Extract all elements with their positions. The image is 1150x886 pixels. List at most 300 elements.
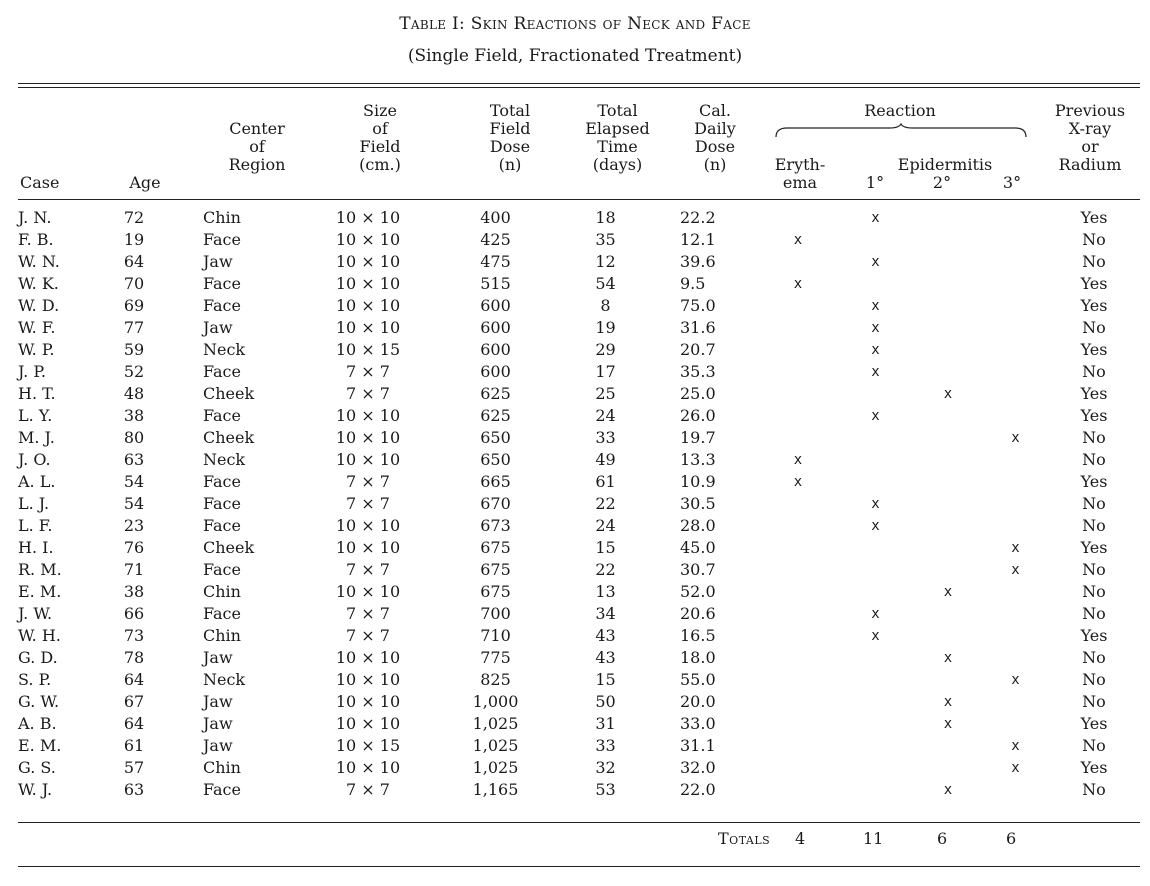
table-row [18, 493, 1140, 515]
cell-dose: 1,025 [472, 736, 519, 755]
cell-time: 24 [595, 516, 616, 535]
cell-dose: 650 [480, 450, 511, 469]
cell-previous: No [1082, 692, 1106, 711]
table-row [18, 735, 1140, 757]
table-subtitle: (Single Field, Fractionated Treatment) [407, 46, 743, 66]
cell-previous: No [1082, 560, 1106, 579]
cell-region: Jaw [203, 736, 233, 755]
cell-region: Face [203, 780, 241, 799]
cell-size: 10 × 15 [335, 736, 401, 755]
cell-case: E. M. [18, 582, 62, 601]
cell-time: 50 [595, 692, 616, 711]
cell-deg2: x [943, 584, 953, 600]
header-reaction [775, 102, 1025, 120]
cell-deg3 [983, 405, 1048, 427]
cell-daily: 9.5 [680, 274, 706, 293]
cell-size: 10 × 10 [335, 296, 401, 315]
cell-dose: 675 [480, 560, 511, 579]
cell-time: 31 [595, 714, 616, 733]
cell-deg2 [913, 625, 983, 647]
cell-case: G. D. [18, 648, 58, 667]
cell-region: Neck [203, 670, 246, 689]
table-row [18, 779, 1140, 801]
cell-size: 10 × 10 [335, 582, 401, 601]
cell-previous: No [1082, 582, 1106, 601]
cell-time: 8 [600, 296, 611, 315]
cell-region: Jaw [203, 692, 233, 711]
cell-dose: 1,165 [472, 780, 519, 799]
cell-previous: Yes [1080, 208, 1108, 227]
cell-daily: 10.9 [680, 472, 716, 491]
cell-dose: 515 [480, 274, 511, 293]
cell-daily: 31.6 [680, 318, 716, 337]
cell-region: Face [203, 472, 241, 491]
header-size-line3: Field [359, 137, 401, 156]
cell-dose: 625 [480, 406, 511, 425]
cell-deg2: x [943, 386, 953, 402]
cell-case: G. S. [18, 758, 56, 777]
totals-deg3: 6 [1006, 829, 1017, 848]
cell-time: 29 [595, 340, 616, 359]
cell-deg2 [913, 317, 983, 339]
header-deg1-label: 1° [865, 173, 885, 192]
cell-size: 10 × 15 [335, 340, 401, 359]
cell-size: 7 × 7 [346, 362, 390, 381]
cell-size: 7 × 7 [346, 494, 390, 513]
cell-deg1: x [871, 606, 880, 622]
table-row [18, 229, 1140, 251]
cell-erythema [758, 625, 838, 647]
cell-deg1: x [871, 408, 880, 424]
cell-deg3: x [1011, 562, 1020, 578]
table-row [18, 625, 1140, 647]
totals-label: Totals [718, 829, 771, 848]
header-previous [1040, 102, 1140, 174]
cell-case: A. L. [18, 472, 56, 491]
cell-case: G. W. [18, 692, 60, 711]
cell-previous: Yes [1080, 538, 1108, 557]
cell-case: A. B. [18, 714, 57, 733]
cell-deg3 [983, 361, 1048, 383]
cell-dose: 825 [480, 670, 511, 689]
table-row [18, 559, 1140, 581]
cell-erythema [758, 251, 838, 273]
cell-deg1 [838, 691, 913, 713]
cell-case: F. B. [18, 230, 54, 249]
cell-dose: 1,025 [472, 758, 519, 777]
header-reaction-label: Reaction [864, 101, 936, 120]
cell-deg3: x [1011, 760, 1020, 776]
cell-size: 7 × 7 [346, 384, 390, 403]
cell-time: 22 [595, 494, 616, 513]
cell-region: Cheek [203, 384, 255, 403]
cell-deg1 [838, 757, 913, 779]
cell-time: 33 [595, 428, 616, 447]
cell-time: 18 [595, 208, 616, 227]
cell-previous: No [1082, 648, 1106, 667]
cell-time: 34 [595, 604, 616, 623]
cell-region: Face [203, 560, 241, 579]
cell-erythema [758, 207, 838, 229]
cell-dose: 665 [480, 472, 511, 491]
cell-previous: Yes [1080, 758, 1108, 777]
cell-deg2: x [943, 782, 953, 798]
cell-time: 43 [595, 626, 616, 645]
cell-case: J. P. [18, 362, 46, 381]
cell-region: Jaw [203, 318, 233, 337]
header-center [212, 120, 302, 174]
cell-deg2 [913, 757, 983, 779]
cell-age: 38 [123, 406, 145, 425]
cell-erythema [758, 537, 838, 559]
cell-deg1: x [871, 298, 880, 314]
cell-region: Face [203, 604, 241, 623]
cell-erythema: x [793, 452, 803, 468]
cell-erythema [758, 295, 838, 317]
cell-region: Face [203, 362, 241, 381]
header-elapsed [570, 102, 665, 174]
cell-region: Neck [203, 450, 246, 469]
cell-erythema: x [793, 474, 803, 490]
cell-dose: 670 [480, 494, 511, 513]
cell-region: Face [203, 274, 241, 293]
table-row [18, 757, 1140, 779]
header-dose-line1: Total [489, 101, 531, 120]
cell-deg3: x [1011, 430, 1020, 446]
header-previous-line1: Previous [1054, 101, 1126, 120]
cell-region: Face [203, 296, 241, 315]
cell-daily: 25.0 [680, 384, 716, 403]
table-row [18, 427, 1140, 449]
bottom-rule [18, 866, 1140, 867]
cell-erythema: x [793, 276, 803, 292]
cell-daily: 30.7 [680, 560, 716, 579]
cell-daily: 30.5 [680, 494, 716, 513]
cell-age: 71 [123, 560, 145, 579]
cell-deg2 [913, 251, 983, 273]
cell-daily: 35.3 [680, 362, 716, 381]
cell-deg3 [983, 779, 1048, 801]
table-row [18, 317, 1140, 339]
cell-time: 43 [595, 648, 616, 667]
cell-deg1: x [871, 628, 880, 644]
header-elapsed-line4: (days) [592, 155, 643, 174]
table-row [18, 251, 1140, 273]
cell-dose: 650 [480, 428, 511, 447]
header-elapsed-line2: Elapsed [585, 119, 650, 138]
cell-previous: No [1082, 318, 1106, 337]
cell-erythema [758, 515, 838, 537]
cell-size: 10 × 10 [335, 318, 401, 337]
cell-age: 72 [123, 208, 145, 227]
cell-age: 80 [123, 428, 145, 447]
header-deg3-label: 3° [1002, 173, 1022, 192]
cell-deg2 [913, 669, 983, 691]
header-epidermitis-label: Epidermitis [897, 155, 993, 174]
cell-deg3 [983, 603, 1048, 625]
cell-case: J. O. [18, 450, 51, 469]
cell-erythema [758, 691, 838, 713]
cell-deg2 [913, 273, 983, 295]
cell-dose: 1,000 [472, 692, 519, 711]
cell-daily: 28.0 [680, 516, 716, 535]
header-elapsed-line3: Time [597, 137, 638, 156]
cell-previous: No [1082, 494, 1106, 513]
cell-case: R. M. [18, 560, 62, 579]
header-daily-line3: Dose [694, 137, 736, 156]
cell-dose: 1,025 [472, 714, 519, 733]
cell-deg2: x [943, 650, 953, 666]
cell-previous: No [1082, 450, 1106, 469]
cell-daily: 39.6 [680, 252, 716, 271]
cell-time: 33 [595, 736, 616, 755]
cell-erythema [758, 581, 838, 603]
header-age [120, 174, 170, 192]
cell-region: Face [203, 494, 241, 513]
cell-size: 10 × 10 [335, 538, 401, 557]
cell-size: 7 × 7 [346, 472, 390, 491]
cell-daily: 20.0 [680, 692, 716, 711]
cell-deg2 [913, 537, 983, 559]
cell-dose: 400 [480, 208, 511, 227]
cell-case: J. W. [18, 604, 53, 623]
cell-daily: 55.0 [680, 670, 716, 689]
cell-age: 52 [123, 362, 145, 381]
cell-deg2 [913, 471, 983, 493]
cell-time: 53 [595, 780, 616, 799]
cell-deg1: x [871, 518, 880, 534]
header-erythema [765, 156, 835, 192]
table-body [18, 207, 1140, 801]
cell-case: L. Y. [18, 406, 53, 425]
cell-case: E. M. [18, 736, 62, 755]
cell-age: 69 [123, 296, 145, 315]
top-rule-2 [18, 87, 1140, 88]
cell-time: 15 [595, 670, 616, 689]
cell-size: 10 × 10 [335, 648, 401, 667]
top-rule-1 [18, 83, 1140, 84]
cell-deg3 [983, 339, 1048, 361]
cell-dose: 625 [480, 384, 511, 403]
cell-case: W. D. [18, 296, 60, 315]
cell-deg3 [983, 295, 1048, 317]
cell-erythema [758, 735, 838, 757]
header-size-line2: of [372, 119, 388, 138]
cell-dose: 600 [480, 340, 511, 359]
cell-age: 38 [123, 582, 145, 601]
totals-deg2: 6 [937, 829, 948, 848]
cell-daily: 32.0 [680, 758, 716, 777]
cell-erythema [758, 757, 838, 779]
cell-dose: 775 [480, 648, 511, 667]
cell-erythema [758, 713, 838, 735]
cell-time: 32 [595, 758, 616, 777]
cell-daily: 12.1 [680, 230, 716, 249]
cell-deg2 [913, 405, 983, 427]
cell-time: 24 [595, 406, 616, 425]
cell-dose: 475 [480, 252, 511, 271]
cell-daily: 20.6 [680, 604, 716, 623]
cell-time: 25 [595, 384, 616, 403]
cell-region: Chin [203, 758, 241, 777]
header-center-line2: of [249, 137, 265, 156]
cell-dose: 425 [480, 230, 511, 249]
cell-region: Face [203, 406, 241, 425]
cell-deg1 [838, 647, 913, 669]
cell-age: 78 [123, 648, 145, 667]
table-row [18, 339, 1140, 361]
cell-erythema [758, 427, 838, 449]
cell-time: 15 [595, 538, 616, 557]
cell-case: W. K. [18, 274, 59, 293]
cell-case: W. H. [18, 626, 61, 645]
cell-previous: Yes [1080, 296, 1108, 315]
cell-size: 10 × 10 [335, 692, 401, 711]
table-row [18, 537, 1140, 559]
cell-previous: Yes [1080, 714, 1108, 733]
cell-previous: No [1082, 736, 1106, 755]
cell-deg1 [838, 471, 913, 493]
cell-daily: 75.0 [680, 296, 716, 315]
cell-previous: No [1082, 670, 1106, 689]
header-size-line4: (cm.) [359, 155, 401, 174]
cell-size: 7 × 7 [346, 560, 390, 579]
cell-size: 10 × 10 [335, 252, 401, 271]
cell-size: 7 × 7 [346, 780, 390, 799]
cell-case: L. F. [18, 516, 53, 535]
table-row [18, 207, 1140, 229]
cell-size: 7 × 7 [346, 626, 390, 645]
cell-deg2 [913, 603, 983, 625]
cell-case: S. P. [18, 670, 52, 689]
cell-erythema [758, 339, 838, 361]
cell-time: 35 [595, 230, 616, 249]
cell-age: 48 [123, 384, 145, 403]
cell-deg3 [983, 317, 1048, 339]
cell-deg3 [983, 515, 1048, 537]
cell-erythema [758, 361, 838, 383]
cell-deg1 [838, 427, 913, 449]
cell-previous: Yes [1080, 340, 1108, 359]
cell-deg3 [983, 229, 1048, 251]
header-center-line1: Center [229, 119, 285, 138]
header-daily [680, 102, 750, 174]
cell-deg3 [983, 713, 1048, 735]
header-daily-line4: (n) [703, 155, 727, 174]
cell-previous: Yes [1080, 274, 1108, 293]
cell-deg2 [913, 493, 983, 515]
cell-deg3 [983, 449, 1048, 471]
table-row [18, 713, 1140, 735]
header-rule [18, 199, 1140, 200]
cell-time: 61 [595, 472, 616, 491]
cell-deg1 [838, 735, 913, 757]
table-row [18, 361, 1140, 383]
cell-daily: 22.0 [680, 780, 716, 799]
cell-age: 54 [123, 472, 145, 491]
cell-age: 73 [123, 626, 145, 645]
cell-region: Jaw [203, 714, 233, 733]
cell-deg2 [913, 207, 983, 229]
cell-size: 7 × 7 [346, 604, 390, 623]
cell-erythema [758, 493, 838, 515]
cell-deg1 [838, 383, 913, 405]
cell-previous: No [1082, 252, 1106, 271]
cell-dose: 675 [480, 582, 511, 601]
cell-daily: 20.7 [680, 340, 716, 359]
header-previous-line2: X-ray [1068, 119, 1112, 138]
cell-daily: 26.0 [680, 406, 716, 425]
cell-dose: 675 [480, 538, 511, 557]
cell-deg1: x [871, 320, 880, 336]
cell-age: 23 [123, 516, 145, 535]
header-dose-line3: Dose [489, 137, 531, 156]
table-row [18, 515, 1140, 537]
cell-age: 64 [123, 670, 145, 689]
table-row [18, 295, 1140, 317]
data-table [18, 207, 1140, 801]
header-dose-line4: (n) [498, 155, 522, 174]
cell-case: W. J. [18, 780, 53, 799]
cell-deg1 [838, 581, 913, 603]
header-size [330, 102, 430, 174]
cell-case: H. T. [18, 384, 56, 403]
header-dose-line2: Field [489, 119, 531, 138]
cell-age: 64 [123, 714, 145, 733]
cell-size: 10 × 10 [335, 450, 401, 469]
cell-region: Face [203, 516, 241, 535]
cell-deg3 [983, 383, 1048, 405]
cell-deg2: x [943, 694, 953, 710]
header-elapsed-line1: Total [597, 101, 638, 120]
cell-deg3 [983, 581, 1048, 603]
cell-case: J. N. [18, 208, 52, 227]
table-row [18, 383, 1140, 405]
cell-daily: 22.2 [680, 208, 716, 227]
cell-age: 61 [123, 736, 145, 755]
cell-erythema [758, 559, 838, 581]
table-row [18, 647, 1140, 669]
cell-deg1: x [871, 364, 880, 380]
cell-region: Chin [203, 208, 241, 227]
cell-daily: 45.0 [680, 538, 716, 557]
cell-deg1: x [871, 496, 880, 512]
cell-deg3 [983, 207, 1048, 229]
header-erythema-line2: ema [782, 173, 818, 192]
cell-time: 19 [595, 318, 616, 337]
cell-region: Chin [203, 626, 241, 645]
cell-deg3 [983, 251, 1048, 273]
cell-time: 54 [595, 274, 616, 293]
cell-age: 76 [123, 538, 145, 557]
cell-size: 10 × 10 [335, 758, 401, 777]
cell-dose: 700 [480, 604, 511, 623]
cell-previous: No [1082, 428, 1106, 447]
header-size-line1: Size [363, 101, 397, 120]
cell-daily: 19.7 [680, 428, 716, 447]
cell-erythema [758, 669, 838, 691]
cell-deg3 [983, 647, 1048, 669]
cell-previous: No [1082, 230, 1106, 249]
cell-size: 10 × 10 [335, 208, 401, 227]
cell-size: 10 × 10 [335, 516, 401, 535]
cell-previous: Yes [1080, 384, 1108, 403]
cell-deg1 [838, 273, 913, 295]
cell-size: 10 × 10 [335, 670, 401, 689]
cell-age: 77 [123, 318, 145, 337]
header-dose [470, 102, 550, 174]
header-daily-line1: Cal. [699, 101, 731, 120]
